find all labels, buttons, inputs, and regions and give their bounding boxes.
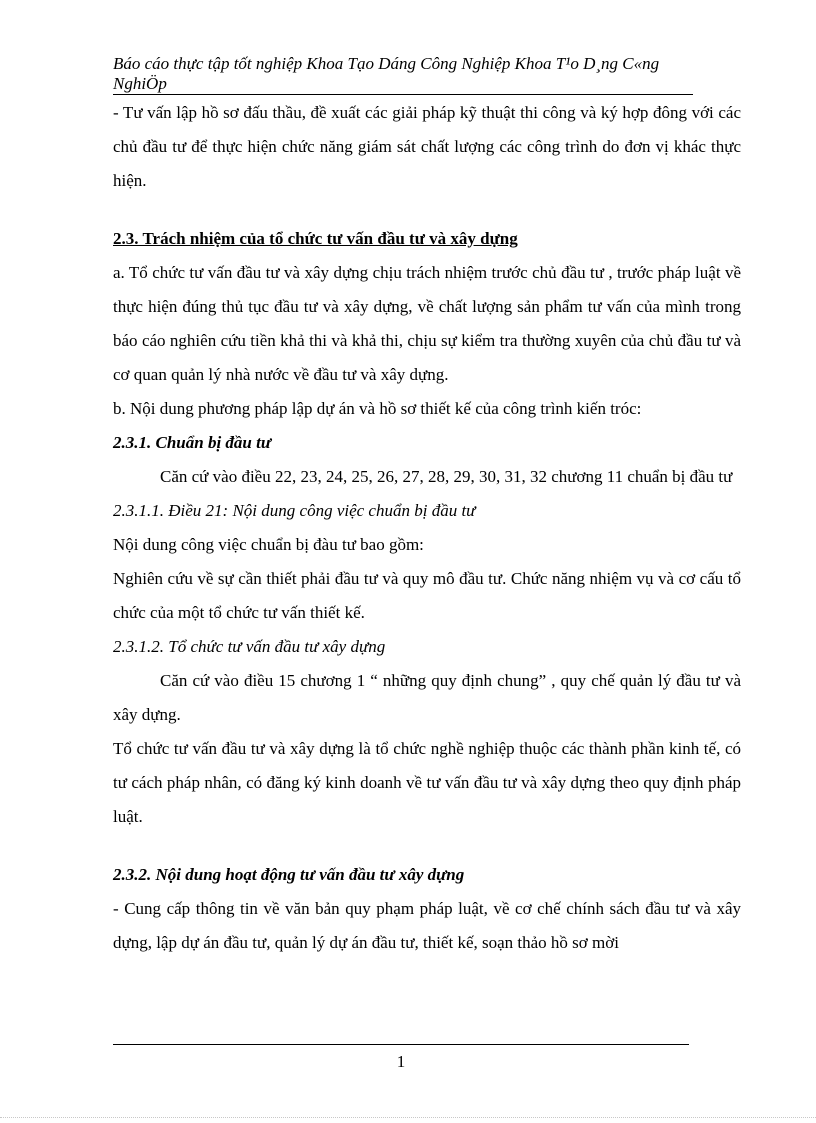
paragraph-information-provision: - Cung cấp thông tin về văn bản quy phạm pháp luật, về cơ chế chính sách đầu tư và xây dựng, lập dự án đầu tư, quản lý dự án đầu tư, thiết kế, soạn thảo hồ sơ mời [113,899,741,952]
section-heading-2-3: 2.3. Trách nhiệm của tổ chức tư vấn đầu tư và xây dựng [113,229,518,248]
header-title: Báo cáo thực tập tốt nghiệp Khoa Tạo Dáng Công Nghiệp Khoa T¹o D¸ng C«ng NghiÖp [113,54,660,93]
paragraph-organization-definition: Tổ chức tư vấn đầu tư và xây dựng là tổ chức nghề nghiệp thuộc các thành phần kinh tế, có tư cách pháp nhân, có đăng ký kinh doanh về tư vấn đầu tư và xây dựng theo quy định pháp luật. [113,739,741,826]
paragraph-investment-basis: Căn cứ vào điều 22, 23, 24, 25, 26, 27, 28, 29, 30, 31, 32 chương 11 chuẩn bị đầu tư [160,467,733,486]
subsection-heading-2-3-1-1: 2.3.1.1. Điều 21: Nội dung công việc chuẩn bị đầu tư [113,501,476,520]
page-header [113,54,693,95]
paragraph-research-necessity: Nghiên cứu về sự cần thiết phải đầu tư và quy mô đầu tư. Chức năng nhiệm vụ và cơ cấu tổ chức của một tổ chức tư vấn thiết kế. [113,569,741,622]
paragraph-consulting-bidding: - Tư vấn lập hồ sơ đấu thầu, đề xuất các giải pháp kỹ thuật thi công và ký hợp đông với các chủ đầu tư để thực hiện chức năng giám sát chất lượng các công trình do đơn vị khác thực hiện. [113,103,741,190]
paragraph-preparation-content: Nội dung công việc chuẩn bị đàu tư bao gồm: [113,535,424,554]
paragraph-responsibility-a: a. Tổ chức tư vấn đầu tư và xây dựng chịu trách nhiệm trước chủ đầu tư , trước pháp luật về thực hiện đúng thủ tục đầu tư và xây dựng, về chất lượng sản phẩm tư vấn của mình trong báo cáo nghiên cứu tiền khả thi và khả thi, chịu sự kiểm tra thường xuyên của chủ đầu tư và cơ quan quản lý nhà nước về đầu tư và xây dựng. [113,263,741,384]
page-number: 1 [396,1052,406,1071]
document-body [113,96,741,960]
paragraph-responsibility-b: b. Nội dung phương pháp lập dự án và hồ sơ thiết kế của công trình kiến tróc: [113,399,642,418]
paragraph-chapter-1-basis: Căn cứ vào điều 15 chương 1 “ những quy định chung” , quy chế quản lý đầu tư và xây dựng. [113,671,741,724]
section-heading-2-3-1: 2.3.1. Chuẩn bị đầu tư [113,433,272,452]
section-heading-2-3-2: 2.3.2. Nội dung hoạt động tư vấn đầu tư xây dựng [113,865,465,884]
subsection-heading-2-3-1-2: 2.3.1.2. Tổ chức tư vấn đầu tư xây dựng [113,637,386,656]
page-boundary [0,1117,816,1118]
footer-divider [113,1044,689,1045]
